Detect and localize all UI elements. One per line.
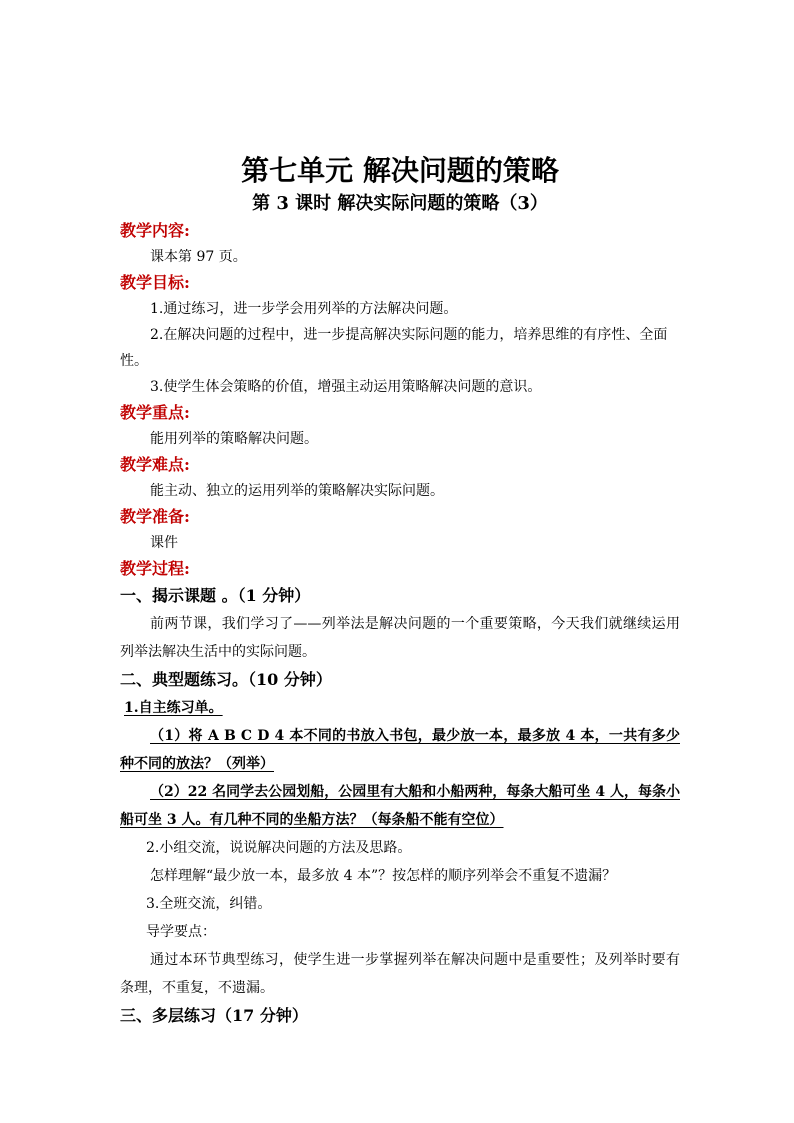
item1-title: 1.自主练习单。 bbox=[124, 700, 223, 716]
goal-item: 2.在解决问题的过程中，进一步提高解决实际问题的能力，培养思维的有序性、全面性。 bbox=[120, 327, 668, 369]
goal-item: 3.使学生体会策略的价值，增强主动运用策略解决问题的意识。 bbox=[150, 379, 542, 395]
item3-text: 3.全班交流，纠错。 bbox=[146, 896, 272, 912]
part1-heading: 一、揭示课题 。（1 分钟） bbox=[120, 586, 311, 605]
part1-text: 前两节课，我们学习了——列举法是解决问题的一个重要策略，今天我们就继续运用列举法解决生活中的实际问题。 bbox=[120, 616, 680, 660]
item2-text: 2.小组交流，说说解决问题的方法及思路。 bbox=[146, 840, 412, 856]
guide-text: 通过本环节典型练习，使学生进一步掌握列举在解决问题中是重要性；及列举时要有条理，不重复，不遗漏。 bbox=[120, 952, 680, 996]
goal-item: 1.通过练习，进一步学会用列举的方法解决问题。 bbox=[150, 301, 458, 317]
question-2-line bbox=[120, 778, 680, 834]
question-1: （1）将 A B C D 4 本不同的书放入书包，最少放一本，最多放 4 本，一共有多少种不同的放法？（列举） bbox=[120, 728, 680, 772]
part3-heading: 三、多层练习（17 分钟） bbox=[120, 1006, 308, 1025]
key-label: 教学重点: bbox=[120, 403, 190, 422]
difficulty-label: 教学难点: bbox=[120, 455, 190, 474]
part2-heading: 二、典型题练习。（10 分钟） bbox=[120, 670, 332, 689]
question-2: （2）22 名同学去公园划船，公园里有大船和小船两种，每条大船可坐 4 人，每条小船可坐 3 人。有几种不同的坐船方法？（每条船不能有空位） bbox=[120, 784, 680, 828]
key-text: 能用列举的策略解决问题。 bbox=[150, 431, 318, 447]
prep-label: 教学准备: bbox=[120, 507, 190, 526]
item1-line bbox=[120, 694, 680, 722]
question-1-line bbox=[120, 722, 680, 778]
content-text: 课本第 97 页。 bbox=[150, 249, 247, 265]
difficulty-text: 能主动、独立的运用列举的策略解决实际问题。 bbox=[150, 483, 444, 499]
process-label: 教学过程: bbox=[120, 559, 190, 578]
document-content bbox=[120, 152, 680, 1030]
goals-label: 教学目标: bbox=[120, 273, 190, 292]
item2-question: 怎样理解“最少放一本，最多放 4 本”？按怎样的顺序列举会不重复不遗漏？ bbox=[150, 868, 617, 884]
prep-text: 课件 bbox=[150, 535, 178, 551]
content-label: 教学内容: bbox=[120, 221, 190, 240]
guide-label: 导学要点： bbox=[146, 924, 216, 940]
unit-title: 第七单元 解决问题的策略 bbox=[241, 154, 559, 187]
lesson-title: 第 3 课时 解决实际问题的策略（3） bbox=[252, 193, 548, 214]
